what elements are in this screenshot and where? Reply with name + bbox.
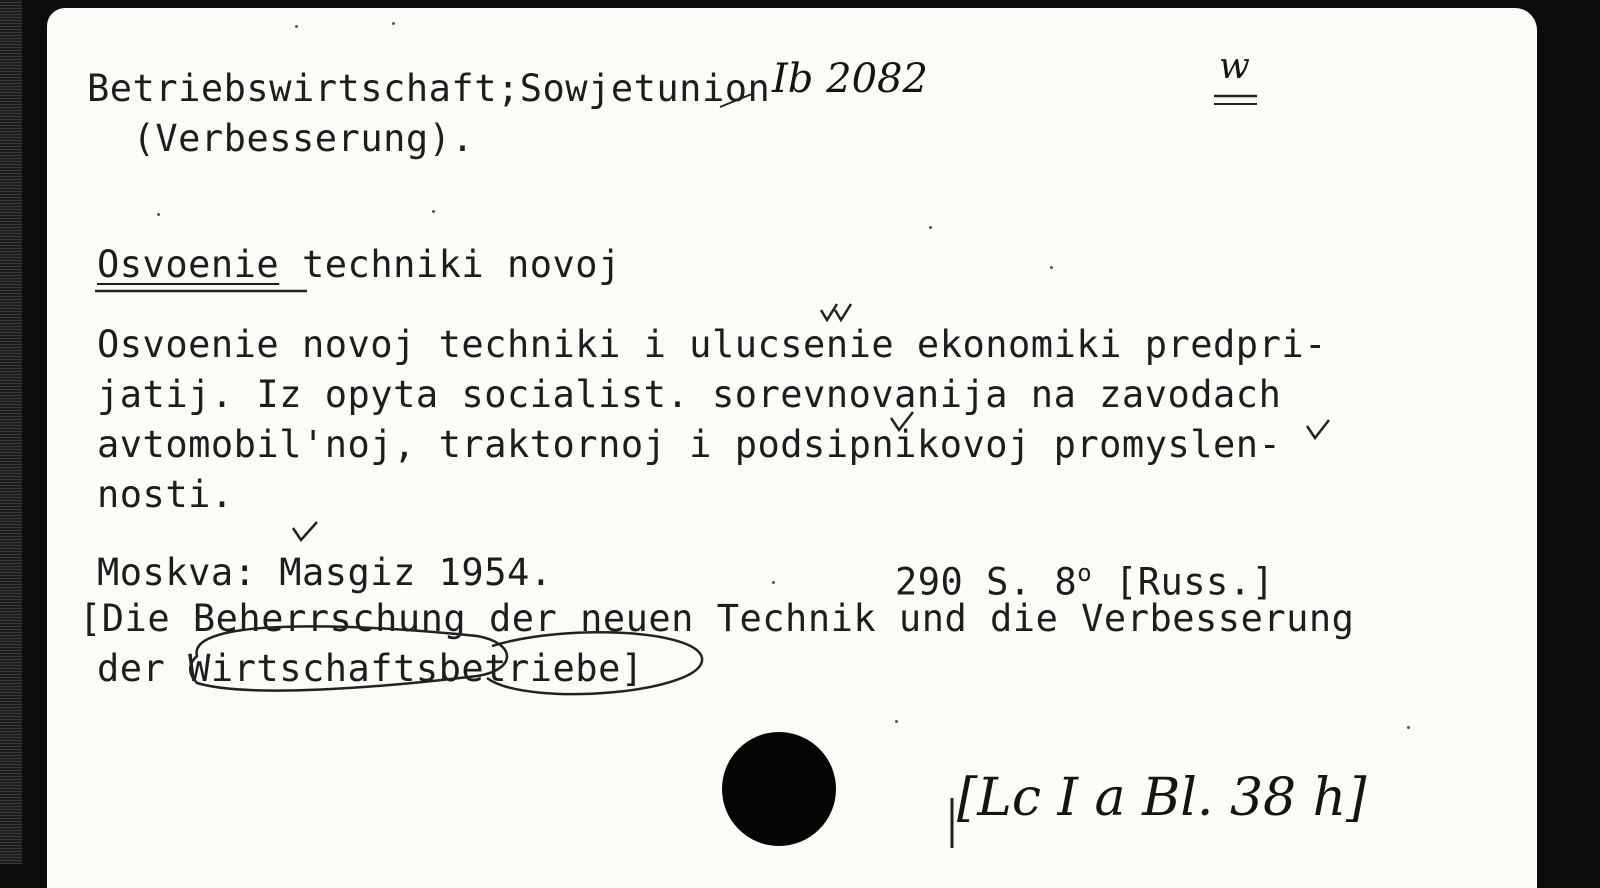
speck bbox=[895, 720, 898, 723]
speck bbox=[432, 210, 435, 213]
imprint: Moskva: Masgiz 1954. bbox=[97, 551, 553, 594]
description-line-1: Osvoenie novoj techniki i ulucsenie ekonomiki predpri- bbox=[97, 323, 1327, 366]
description-line-3: avtomobil'noj, traktornoj i podsipnikovoj promyslen- bbox=[97, 423, 1282, 466]
speck bbox=[1407, 726, 1410, 729]
handwritten-marks bbox=[47, 8, 1537, 868]
collation-degree: o bbox=[1077, 559, 1093, 587]
handwritten-shelfmark-suffix: w bbox=[1219, 46, 1250, 87]
speck bbox=[772, 581, 775, 584]
speck bbox=[157, 213, 160, 216]
german-translation-line-2: der Wirtschaftsbetriebe] bbox=[97, 647, 644, 690]
description-line-2: jatij. Iz opyta socialist. sorevnovanija na zavodach bbox=[97, 373, 1282, 416]
handwritten-shelfmark: Ib 2082 bbox=[772, 56, 928, 102]
language-note: [Russ.] bbox=[1114, 560, 1275, 604]
speck bbox=[295, 25, 298, 28]
speck bbox=[1050, 266, 1053, 269]
speck bbox=[929, 226, 932, 229]
german-translation-line-1: [Die Beherrschung der neuen Technik und die Verbesserung bbox=[79, 597, 1355, 640]
speck bbox=[392, 22, 395, 25]
subject-line-1: Betriebswirtschaft;Sowjetunion bbox=[87, 67, 771, 110]
description-line-4: nosti. bbox=[97, 473, 234, 516]
catalog-card bbox=[47, 8, 1537, 888]
scanner-edge bbox=[0, 0, 22, 864]
handwritten-location: [Lc I a Bl. 38 h] bbox=[957, 768, 1367, 828]
collation-pages: 290 S. 8 bbox=[895, 560, 1078, 604]
transliterated-title: Osvoenie techniki novoj bbox=[97, 243, 621, 286]
subject-line-2: (Verbesserung). bbox=[132, 117, 475, 160]
title-underlined-word: Osvoenie bbox=[97, 243, 280, 286]
